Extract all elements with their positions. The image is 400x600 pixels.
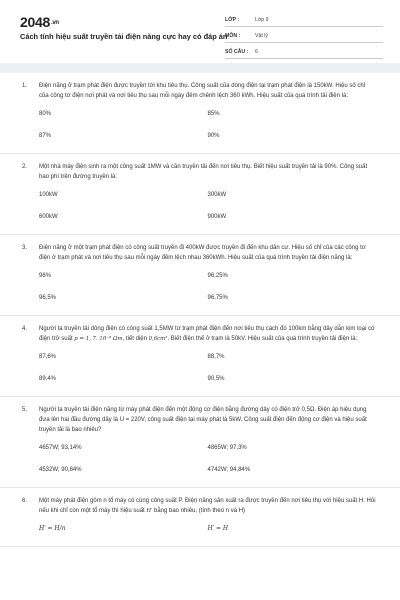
answer-option-a[interactable]: 80% xyxy=(39,111,52,117)
question-text: Một nhà máy điện sinh ra một công suất 1MW và cần truyền tải đến nơi tiêu thụ. Biết hiệu suất truyền tải là 90%. Công suất hao phí trên đường truyền là: xyxy=(39,164,368,180)
question-text-part: Người ta truyền tải dòng điện có công suất 1,5MW từ trạm phát điện đến nơi tiêu thụ cách đó 100km bằng dây dẫn kim loại có điện trở suất xyxy=(39,326,375,342)
answer-option-d[interactable]: 96,75% xyxy=(207,295,228,301)
meta-row-subject xyxy=(225,30,383,43)
question-stem xyxy=(22,496,376,516)
question-4 xyxy=(0,316,400,397)
answer-option-a[interactable]: 4657W; 93,14% xyxy=(39,445,82,451)
answer-options xyxy=(22,190,376,234)
meta-key: SỐ CÂU : xyxy=(225,49,249,55)
resistivity-formula: p = 1, 7. 10⁻⁸ Ωm xyxy=(74,336,123,342)
answer-options xyxy=(22,271,376,315)
question-list xyxy=(0,73,400,547)
meta-value: 6 xyxy=(255,49,258,55)
question-number: 3. xyxy=(22,245,28,251)
answer-option-c[interactable]: 600kW xyxy=(39,214,58,220)
answer-option-b[interactable]: 85% xyxy=(207,111,220,117)
question-3 xyxy=(0,235,400,316)
header-divider xyxy=(0,63,400,73)
answer-options xyxy=(22,109,376,153)
answer-option-b[interactable]: 300kW xyxy=(207,192,227,198)
answer-option-d[interactable]: 90% xyxy=(207,133,220,139)
question-text-part: . Biết điện thế ở trạm là 50kV. Hiệu suất của quá trình truyền tải điện là: xyxy=(167,336,358,342)
question-number: 2. xyxy=(22,164,28,170)
answer-options xyxy=(22,524,376,546)
question-text-part: Một máy phát điện gồm n tổ máy có cùng công suất P. Điện năng sản xuất ra được truyền đến nơi tiêu thụ với hiệu suất H. Hỏi nếu khi chỉ còn một tổ máy thì hiệu suất xyxy=(39,498,376,514)
worksheet-header xyxy=(0,0,400,62)
answer-option-a[interactable]: H′ = H/n xyxy=(39,525,66,532)
answer-option-b[interactable]: H′ = H xyxy=(207,525,229,532)
cross-section-formula: 0,6cm² xyxy=(148,336,168,342)
answer-option-a[interactable]: 87,6% xyxy=(39,354,57,360)
question-text xyxy=(39,324,376,344)
question-text: Người ta truyền tải điện năng từ máy phát điện đến một động cơ điện bằng đường dây có điện trở 0,5Ω. Điện áp hiệu dụng đưa lên hai đầu đường dây là U = 220V, công suất điện tại máy phát là 5kW. Công suất điện đến động cơ điện và hiệu suất truyền tải là bao nhiêu? xyxy=(39,407,367,433)
meta-key: LỚP : xyxy=(225,17,240,23)
answer-option-c[interactable]: 96,5% xyxy=(39,295,57,301)
question-number: 6. xyxy=(22,498,28,504)
answer-option-d[interactable]: 4742W; 94,84% xyxy=(207,467,251,473)
question-text: Điện năng ở một trạm phát điện có công suất truyền đi 400kW được truyền đi đến khu dân cư. Hiệu số chỉ của các công tơ điện ở trạm phát và nơi tiêu thụ sau mỗi ngày đêm lệch nhau 360kWh. Hiệu suất của quá trình truyền tải điện năng là: xyxy=(39,245,366,261)
meta-value: Lớp 9 xyxy=(255,17,269,23)
answer-option-a[interactable]: 100kW xyxy=(39,192,58,198)
meta-row-question-count xyxy=(225,46,383,59)
answer-option-b[interactable]: 4865W; 97,3% xyxy=(207,445,247,451)
answer-options xyxy=(22,352,376,396)
question-text-part: , tiết diện xyxy=(122,336,149,342)
question-text-part: bằng bao nhiêu, (tính theo n và H) xyxy=(152,508,246,514)
question-stem xyxy=(22,324,376,344)
worksheet-title: Cách tính hiệu suất truyền tải điện năng cực hay có đáp án xyxy=(20,32,228,41)
question-text xyxy=(39,496,376,516)
worksheet-meta xyxy=(225,14,383,62)
question-stem xyxy=(22,81,376,101)
meta-value: Vật lý xyxy=(255,33,268,39)
question-stem xyxy=(22,405,376,435)
answer-option-c[interactable]: 4532W; 90,64% xyxy=(39,467,82,473)
answer-option-d[interactable]: 90,5% xyxy=(207,376,225,382)
answer-option-c[interactable]: 87% xyxy=(39,133,52,139)
question-number: 1. xyxy=(22,83,28,89)
meta-key: MÔN : xyxy=(225,33,241,39)
question-6 xyxy=(0,488,400,547)
answer-option-a[interactable]: 96% xyxy=(39,273,52,279)
answer-option-b[interactable]: 88,7% xyxy=(207,354,225,360)
question-stem xyxy=(22,243,376,263)
question-stem xyxy=(22,162,376,182)
question-5 xyxy=(0,397,400,488)
answer-option-b[interactable]: 96,25% xyxy=(207,273,228,279)
question-number: 5. xyxy=(22,407,28,413)
question-number: 4. xyxy=(22,326,28,332)
site-logo[interactable]: 2048.vn xyxy=(20,14,59,30)
answer-options xyxy=(22,443,376,487)
meta-row-grade xyxy=(225,14,383,27)
question-2 xyxy=(0,154,400,235)
question-1 xyxy=(0,73,400,154)
question-text: Điện năng ở trạm phát điện được truyền tới khu tiêu thụ. Công suất của dòng điện tại trạm phát điện là 150kW. Hiệu số chỉ của công tơ điện nơi phát và nơi tiêu thụ sau mỗi ngày đêm chênh lệch 360 kWh. Hiệu suất của quá trình tải điện là: xyxy=(39,83,366,99)
answer-option-d[interactable]: 900kW xyxy=(207,214,227,220)
answer-option-c[interactable]: 89,4% xyxy=(39,376,57,382)
efficiency-symbol: H′ xyxy=(146,508,153,514)
